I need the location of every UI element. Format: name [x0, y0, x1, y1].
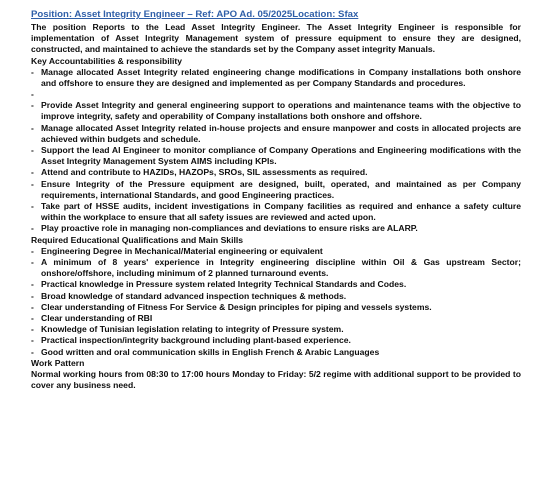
list-item: - Ensure Integrity of the Pressure equipment are designed, built, operated, and maintained as per Company requirements, international Standards, and good Engineering practices. — [31, 179, 521, 201]
list-item: - Broad knowledge of standard advanced inspection techniques & methods. — [31, 291, 521, 302]
qualifications-list — [31, 246, 521, 358]
posting-title[interactable]: Position: Asset Integrity Engineer – Ref: APO Ad. 05/2025Location: Sfax — [31, 9, 359, 20]
list-item: - Support the lead AI Engineer to monitor compliance of Company Operations and Engineering modifications with the Asset Integrity Management System AIMS including KPIs. — [31, 145, 521, 167]
list-item: - Take part of HSSE audits, incident investigations in Company facilities as required and enhance a safety culture within the workplace to ensure that all safety issues are reviewed and acted upon. — [31, 201, 521, 223]
blank-line — [31, 89, 521, 100]
list-item: - Engineering Degree in Mechanical/Material engineering or equivalent — [31, 246, 521, 257]
list-item: - Good written and oral communication skills in English French & Arabic Languages — [31, 347, 521, 358]
accountabilities-list — [31, 67, 521, 235]
list-item: - Clear understanding of Fitness For Service & Design principles for piping and vessels systems. — [31, 302, 521, 313]
list-item: - Play proactive role in managing non-compliances and deviations to ensure risks are ALARP. — [31, 223, 521, 234]
list-item: - Attend and contribute to HAZIDs, HAZOPs, SROs, SIL assessments as required. — [31, 167, 521, 178]
job-posting — [31, 8, 521, 392]
list-item: - Manage allocated Asset Integrity related in-house projects and ensure manpower and costs in allocated projects are achieved within budgets and schedule. — [31, 123, 521, 145]
list-item: - Practical knowledge in Pressure system related Integrity Technical Standards and Codes. — [31, 279, 521, 290]
list-item: - Manage allocated Asset Integrity related engineering change modifications in Company installations both onshore and offshore to ensure they are designed and implemented as per Company Standards and procedures. — [31, 67, 521, 89]
list-item: - Knowledge of Tunisian legislation relating to integrity of Pressure system. — [31, 324, 521, 335]
accountabilities-heading: Key Accountabilities & responsibility — [31, 55, 183, 66]
work-pattern-heading: Work Pattern — [31, 357, 85, 368]
list-item: - Practical inspection/integrity background including plant-based experience. — [31, 335, 521, 346]
list-item: - Clear understanding of RBI — [31, 313, 521, 324]
work-pattern-text: Normal working hours from 08:30 to 17:00 hours Monday to Friday: 5/2 regime with additional support to be provided to cover any business need. — [31, 369, 521, 391]
intro-paragraph: The position Reports to the Lead Asset Integrity Engineer. The Asset Integrity Engineer is responsible for implementation of Asset Integrity Management system of pressure equipment to ensure they are designed, constructed, and maintained to achieve the standards set by the Company asset integrity Manuals. — [31, 22, 521, 55]
qualifications-heading: Required Educational Qualifications and Main Skills — [31, 234, 244, 245]
list-item: - A minimum of 8 years' experience in Integrity engineering discipline within Oil & Gas upstream Sector; onshore/offshore, including minimum of 2 planned turnaround events. — [31, 257, 521, 279]
list-item: - Provide Asset Integrity and general engineering support to operations and maintenance teams with the objective to improve integrity, safety and operability of Company installations both onshore and offshore. — [31, 100, 521, 122]
